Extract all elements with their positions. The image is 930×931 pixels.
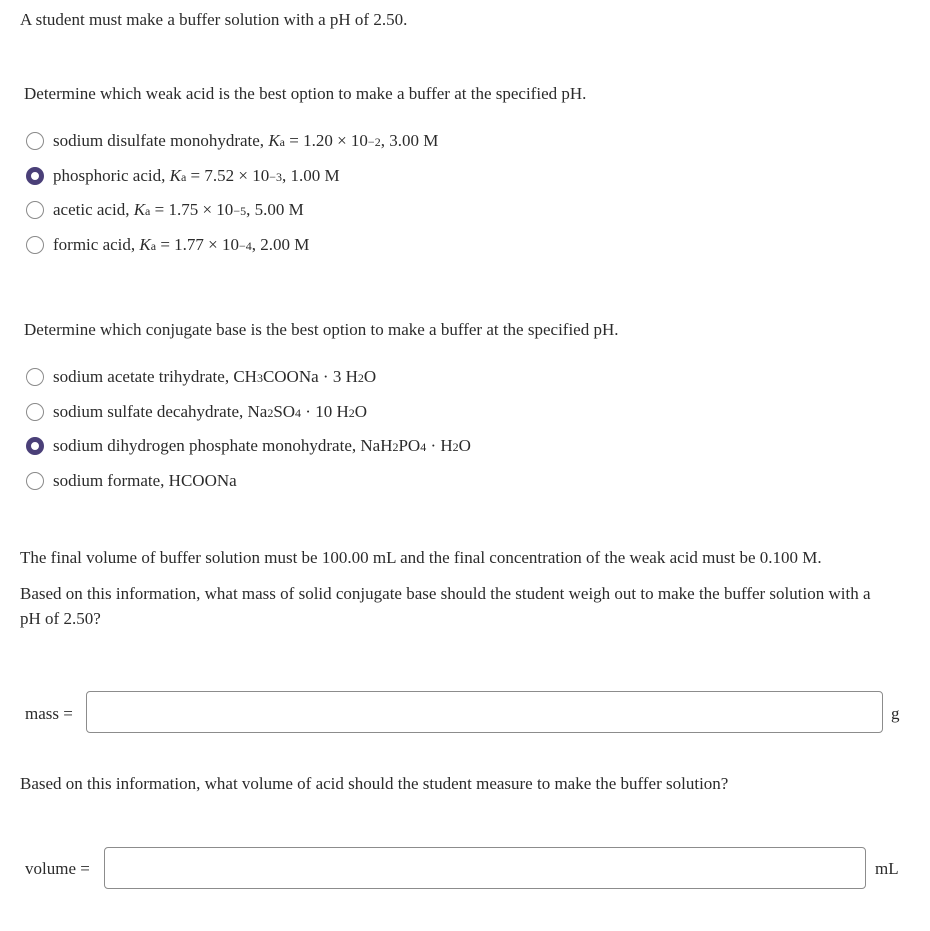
radio-button[interactable]: [26, 201, 44, 219]
base-option-2[interactable]: [26, 434, 471, 458]
radio-button[interactable]: [26, 132, 44, 150]
base-option-1[interactable]: [26, 400, 367, 424]
volume-input[interactable]: [104, 847, 866, 889]
volume-label: volume =: [25, 859, 90, 878]
acid-option-0[interactable]: [26, 129, 438, 153]
base-option-3[interactable]: [26, 469, 237, 493]
volume-question: Based on this information, what volume of acid should the student measure to make the buffer solution?: [20, 774, 729, 793]
acid-option-2[interactable]: [26, 198, 304, 222]
intro-text: A student must make a buffer solution with a pH of 2.50.: [20, 10, 408, 29]
mass-label: mass =: [25, 704, 73, 723]
radio-button[interactable]: [26, 472, 44, 490]
radio-button[interactable]: [26, 236, 44, 254]
base-option-label: sodium formate, HCOONa: [53, 471, 237, 490]
radio-button[interactable]: [26, 437, 44, 455]
radio-button[interactable]: [26, 167, 44, 185]
acid-option-label: formic acid, K a = 1.77 × 10 −4 , 2.00 M: [53, 235, 310, 254]
mass-input[interactable]: [86, 691, 883, 733]
base-option-0[interactable]: [26, 365, 376, 389]
acid-option-1[interactable]: [26, 164, 340, 188]
info-text: The final volume of buffer solution must be 100.00 mL and the final concentration of the weak acid must be 0.100 M.: [20, 548, 822, 567]
base-option-label: sodium sulfate decahydrate, Na 2 SO 4 · 10 H 2 O: [53, 402, 368, 421]
acid-option-label: phosphoric acid, K a = 7.52 × 10 −3 , 1.00 M: [53, 166, 340, 185]
acid-question-prompt: Determine which weak acid is the best option to make a buffer at the specified pH.: [24, 84, 587, 103]
acid-option-label: acetic acid, K a = 1.75 × 10 −5 , 5.00 M: [53, 200, 304, 219]
radio-button[interactable]: [26, 403, 44, 421]
mass-unit: g: [891, 704, 900, 723]
volume-unit: mL: [875, 859, 899, 878]
base-question-prompt: Determine which conjugate base is the best option to make a buffer at the specified pH.: [24, 320, 619, 339]
mass-question: Based on this information, what mass of solid conjugate base should the student weigh out to make the buffer solution with a pH of 2.50?: [20, 584, 871, 628]
base-option-label: sodium acetate trihydrate, CH 3 COONa · 3 H 2 O: [53, 367, 377, 386]
base-option-label: sodium dihydrogen phosphate monohydrate, NaH 2 PO 4 · H 2 O: [53, 436, 471, 455]
acid-option-3[interactable]: [26, 233, 309, 257]
acid-option-label: sodium disulfate monohydrate, K a = 1.20 × 10 −2 , 3.00 M: [53, 131, 439, 150]
radio-button[interactable]: [26, 368, 44, 386]
